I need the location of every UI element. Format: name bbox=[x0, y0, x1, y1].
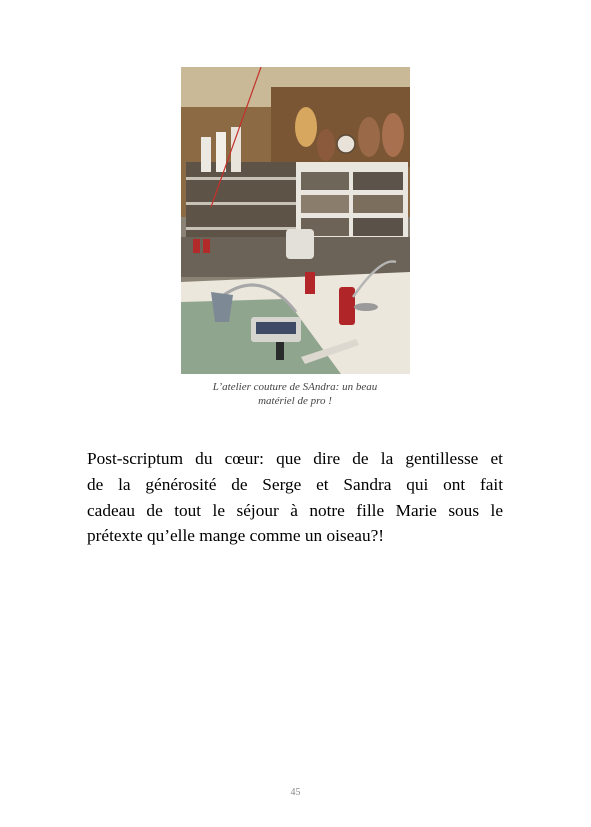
paragraph-line-1: Post-scriptum du cœur: que dire de la gentillesse et bbox=[87, 449, 503, 468]
figure-caption bbox=[170, 380, 420, 408]
workshop-photo-illustration bbox=[181, 67, 410, 374]
paragraph-line-2: de la générosité de Serge et Sandra qui ont fait bbox=[87, 474, 503, 494]
paragraph-text bbox=[87, 446, 503, 549]
paragraph-line-3: cadeau de tout le séjour à notre fille Marie sous le bbox=[87, 500, 503, 520]
caption-line-2: matériel de pro ! bbox=[258, 395, 332, 407]
workshop-photo bbox=[181, 67, 410, 374]
page-number: 45 bbox=[290, 787, 301, 798]
caption-line-1: L’atelier couture de SAndra: un beau bbox=[212, 381, 378, 393]
paragraph-line-4: prétexte qu’elle mange comme un oiseau?! bbox=[87, 526, 385, 546]
